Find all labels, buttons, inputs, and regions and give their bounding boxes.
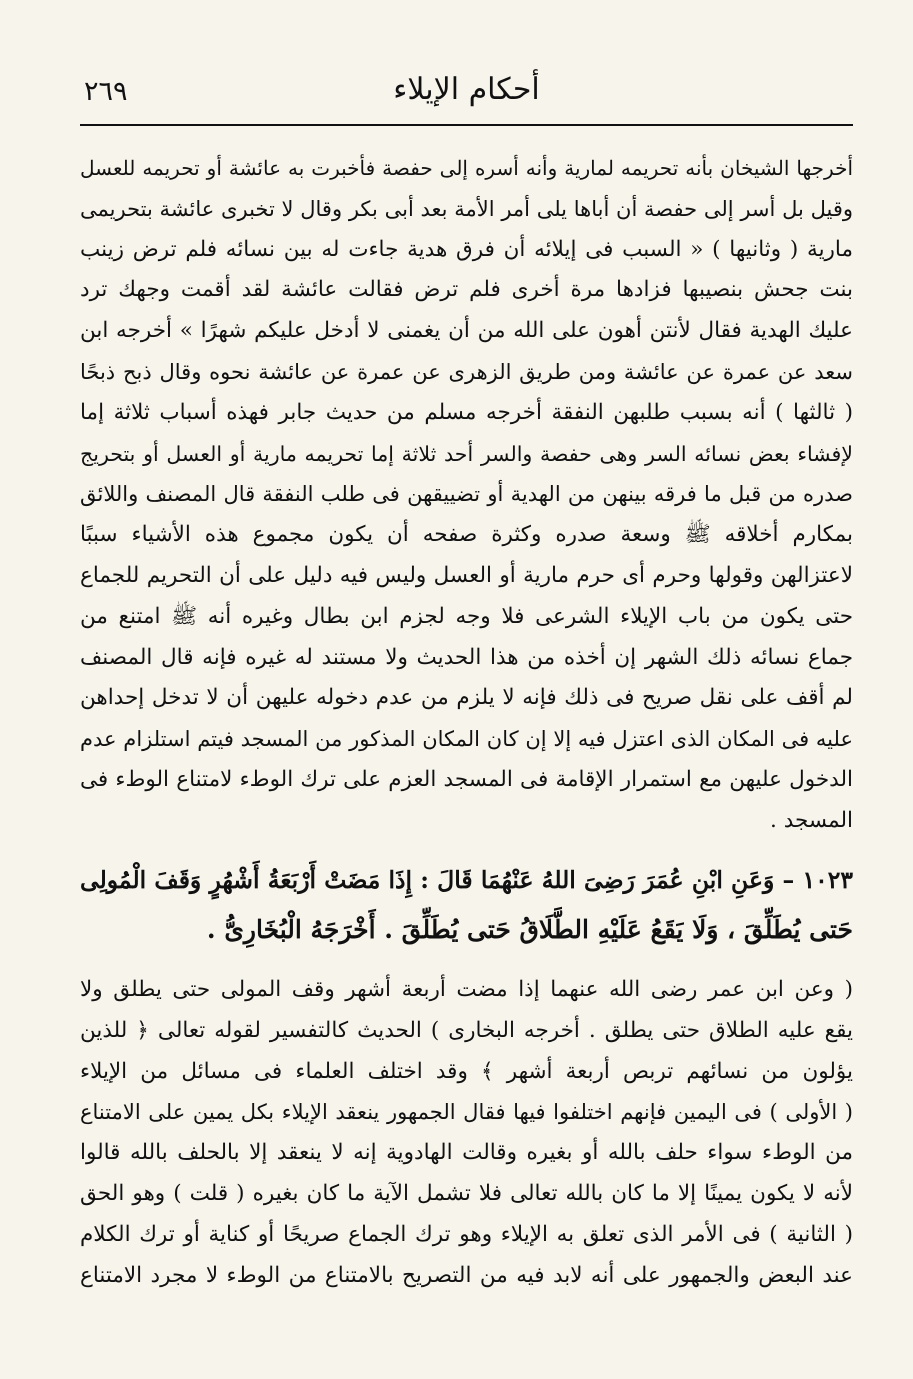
commentary-line: لاعتزالهن وقولها وحرم أى حرم مارية أو العسل وليس فيه دليل على أن التحريم للجماع	[80, 562, 853, 588]
commentary-line: بمكارم أخلاقه ﷺ وسعة صدره وكثرة صفحه أن يكون مجموع هذه الأشياء سببًا	[80, 522, 853, 548]
commentary-line: بنت جحش بنصيبها فزادها مرة أخرى فلم ترض فقالت عائشة لقد أقمت وجهك ترد	[80, 277, 853, 303]
commentary-line: لأنه لا يكون يمينًا إلا ما كان بالله تعالى فلا تشمل الآية ما كان بغيره ( قلت ) وهو الحق	[80, 1180, 853, 1206]
commentary-line: ( الثانية ) فى الأمر الذى تعلق به الإيلاء وهو ترك الجماع صريحًا أو كناية أو ترك الكلام	[80, 1221, 853, 1247]
commentary-line: سعد عن عمرة عن عائشة ومن طريق الزهرى عن عمرة عن عائشة نحوه وقال ذبح ذبحًا	[80, 359, 853, 384]
commentary-line: ( ثالثها ) أنه بسبب طلبهن النفقة أخرجه مسلم من حديث جابر فهذه أسباب ثلاثة إما	[80, 399, 853, 425]
commentary-paragraph-2	[80, 970, 853, 1296]
commentary-line: الدخول عليهن مع استمرار الإقامة فى المسجد العزم على ترك الوطء لامتناع الوطء فى	[80, 766, 853, 792]
hadith-line: حَتى يُطَلِّقَ ، وَلَا يَقَعُ عَلَيْهِ الطَّلَاقُ حَتى يُطَلِّقَ . أَخْرَجَهُ الْبُخَارِىُّ .	[206, 915, 853, 944]
commentary-line: لإفشاء بعض نسائه السر وهى حفصة والسر أحد ثلاثة إما تحريمه مارية أو العسل أو بتحريج	[80, 441, 853, 466]
commentary-paragraph-1	[80, 148, 853, 842]
running-title: أحكام الإيلاء	[393, 72, 540, 107]
commentary-line: عليك الهدية فقال لأنتن أهون على الله من أن يغمنى لا أدخل عليكم شهرًا » أخرجه ابن	[80, 318, 853, 344]
hadith-line: ١٠٢٣ – وَعَنِ ابْنِ عُمَرَ رَضِىَ اللهُ عَنْهُمَا قَالَ : إِذَا مَضَتْ أَرْبَعَةُ أَشْهُرٍ وَقَفَ الْمُولِى	[80, 866, 853, 894]
hadith-text	[80, 856, 853, 954]
commentary-line: المسجد .	[770, 807, 853, 833]
commentary-line: جماع نسائه ذلك الشهر إن أخذه من هذا الحديث ولا مستند له غيره فإنه قال المصنف	[80, 644, 853, 670]
commentary-line: يقع عليه الطلاق حتى يطلق . أخرجه البخارى ) الحديث كالتفسير لقوله تعالى ﴿ للذين	[80, 1017, 853, 1043]
commentary-line: عند البعض والجمهور على أنه لابد فيه من التصريح بالامتناع من الوطء لا مجرد الامتناع	[80, 1262, 853, 1288]
commentary-line: أخرجها الشيخان بأنه تحريمه لمارية وأنه أسره إلى حفصة فأخبرت به عائشة أو تحريمه للعسل	[80, 156, 853, 180]
commentary-line: وقيل بل أسر إلى حفصة أن أباها يلى أمر الأمة بعد أبى بكر وقال لا تخبرى عائشة بتحريمى	[80, 196, 853, 221]
commentary-line: لم أقف على نقل صريح فى ذلك فإنه لا يلزم من عدم دخوله عليهن أن لا تدخل إحداهن	[80, 685, 853, 711]
commentary-line: مارية ( وثانيها ) « السبب فى إيلائه أن فرق هدية جاءت له بين نسائه فلم ترض زينب	[80, 236, 853, 262]
commentary-line: يؤلون من نسائهم تربص أربعة أشهر ﴾ وقد اختلف العلماء فى مسائل من الإيلاء	[80, 1058, 853, 1084]
commentary-line: من الوطء سواء حلف بالله أو بغيره وقالت الهادوية إنه لا ينعقد إلا بالحلف بالله قالوا	[80, 1140, 853, 1166]
commentary-line: ( وعن ابن عمر رضى الله عنهما إذا مضت أربعة أشهر وقف المولى حتى يطلق ولا	[80, 977, 853, 1002]
commentary-line: ( الأولى ) فى اليمين فإنهم اختلفوا فيها فقال الجمهور ينعقد الإيلاء بكل يمين على الامتناع	[80, 1100, 853, 1125]
commentary-line: صدره من قبل ما فرقه بينهن من الهدية أو تضييقهن فى طلب النفقة قال المصنف واللائق	[80, 482, 853, 507]
commentary-line: حتى يكون من باب الإيلاء الشرعى فلا وجه لجزم ابن بطال وغيره أنه ﷺ امتنع من	[80, 603, 853, 629]
page-header	[80, 58, 853, 126]
commentary-line: عليه فى المكان الذى اعتزل فيه إلا إن كان المكان المذكور من المسجد فيتم استلزام عدم	[80, 727, 853, 752]
page-number: ٢٦٩	[84, 76, 128, 107]
